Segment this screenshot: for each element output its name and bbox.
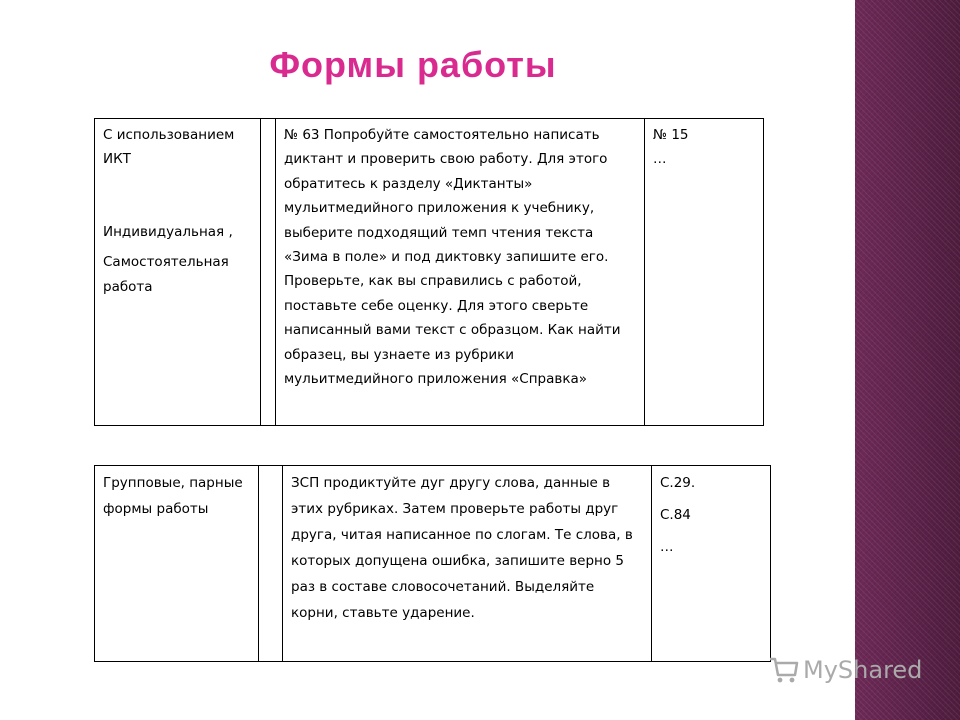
ellipsis-text: … — [653, 151, 667, 168]
exercise-number: № 15 — [653, 127, 689, 143]
watermark-logo — [768, 654, 922, 686]
task-description-cell — [283, 466, 652, 662]
page-ref-2: С.84 — [660, 507, 691, 523]
exercise-table-2 — [94, 465, 771, 662]
form-label-group: Групповые, парные формы работы — [103, 475, 243, 517]
table-row — [95, 119, 764, 426]
empty-column-cell — [261, 119, 276, 426]
page-title: Формы работы — [269, 44, 557, 85]
reference-cell — [645, 119, 764, 426]
task-text: ЗСП продиктуйте дуг другу слова, данные в этих рубриках. Затем проверьте работы друг друга, читая написанное по слогам. Те слова, в которых допущена ошибка, запишите верно 5 раз в составе словосочетаний. Выделяйте корни, ставьте ударение. — [291, 475, 633, 621]
ellipsis-text: … — [660, 539, 674, 555]
exercise-table-1 — [94, 118, 764, 426]
form-label-ict: С использованием ИКТ — [103, 127, 235, 168]
reference-cell — [652, 466, 771, 662]
form-of-work-cell — [95, 119, 261, 426]
shopping-cart-icon — [768, 654, 800, 686]
form-of-work-cell — [95, 466, 259, 662]
watermark-text: MyShared — [803, 656, 923, 684]
page-ref-1: С.29. — [660, 475, 696, 491]
form-label-independent: Самостоятельная работа — [103, 254, 229, 295]
table-row — [95, 466, 771, 662]
form-label-individual: Индивидуальная , — [103, 223, 233, 240]
empty-column-cell — [259, 466, 283, 662]
task-text: № 63 Попробуйте самостоятельно написать диктант и проверить свою работу. Для этого обратитесь к разделу «Диктанты» мульитмедийного приложения к учебнику, выберите подходящий темп чтения текста «Зима в поле» и под диктовку запишите его. Проверьте, как вы справились с работой, поставьте себе оценку. Для этого сверьте написанный вами текст с образцом. Как найти образец, вы узнаете из рубрики мульитмедийного приложения «Справка» — [284, 127, 621, 388]
task-description-cell — [276, 119, 645, 426]
decorative-side-band — [855, 0, 960, 720]
